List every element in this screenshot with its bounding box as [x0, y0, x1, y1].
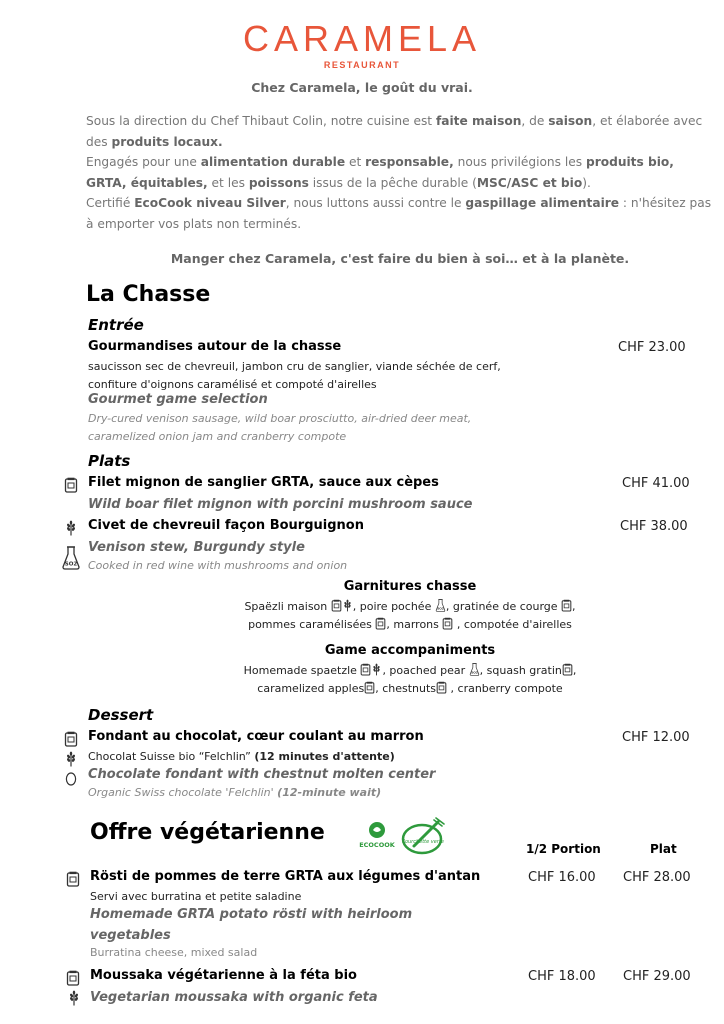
grta-label-icon — [66, 970, 80, 986]
tagline: Chez Caramela, le goût du vrai. — [251, 80, 473, 95]
ecocook-logo — [358, 820, 396, 854]
logo-subtitle: RESTAURANT — [323, 60, 401, 70]
description-fr: saucisson sec de chevreuil, jambon cru de sanglier, viande séchée de cerf, confiture d'oignons caramélisé et compoté d'airelles — [88, 360, 501, 391]
price-civet: CHF 38.00 — [620, 519, 688, 534]
intro-text — [86, 111, 716, 234]
dish-name-filet-mignon: Filet mignon de sanglier GRTA, sauce aux cèpes — [88, 475, 439, 490]
garnitures-fr: Spaëzli maison , poire pochée SO2 , gratinée de courge , pommes caramélisées , marrons , compotée d'airelles — [244, 600, 576, 631]
description-fr: Chocolat Suisse bio “Felchlin” (12 minutes d'attente) — [88, 750, 395, 763]
dish-name-en: Vegetarian moussaka with organic feta — [90, 990, 378, 1005]
sulfites-icon — [62, 546, 80, 570]
grta-label-icon — [436, 681, 447, 694]
egg-icon — [65, 770, 77, 786]
dish-name-rosti: Rösti de pommes de terre GRTA aux légumes d'antan — [90, 869, 481, 884]
gluten-icon — [371, 663, 382, 676]
svg-text:ECOCOOK: ECOCOOK — [359, 841, 395, 849]
gluten-icon — [64, 751, 78, 767]
price-fondant: CHF 12.00 — [622, 730, 690, 745]
grta-label-icon — [331, 599, 342, 612]
description-en: Dry-cured venison sausage, wild boar prosciutto, air-dried deer meat, caramelized onion jam and cranberry compote — [88, 412, 472, 443]
price-filet-mignon: CHF 41.00 — [622, 476, 690, 491]
grta-label-icon — [562, 663, 573, 676]
heading-entree: Entrée — [88, 316, 144, 334]
intro-paragraph-3: Certifié EcoCook niveau Silver, nous luttons aussi contre le gaspillage alimentaire : n'hésitez pas à emporter vos plats non terminés. — [86, 196, 712, 231]
dish-name-civet: Civet de chevreuil façon Bourguignon — [88, 518, 364, 533]
restaurant-logo: CARAMELA — [242, 18, 482, 59]
price-plat-rosti: CHF 28.00 — [623, 870, 691, 885]
description-fr: Servi avec burratina et petite saladine — [90, 890, 302, 903]
sulfites-icon — [469, 663, 480, 676]
price-plat-moussaka: CHF 29.00 — [623, 969, 691, 984]
gluten-icon — [67, 990, 81, 1006]
gluten-icon — [342, 599, 353, 612]
description-en: Cooked in red wine with mushrooms and onion — [88, 559, 348, 572]
slogan: Manger chez Caramela, c'est faire du bien à soi… et à la planète. — [170, 251, 630, 266]
column-header-half-portion: 1/2 Portion — [526, 842, 601, 856]
price-half-rosti: CHF 16.00 — [528, 870, 596, 885]
dish-name-en: Venison stew, Burgundy style — [88, 540, 305, 555]
gluten-icon — [64, 520, 78, 536]
intro-paragraph-2: Engagés pour une alimentation durable et responsable, nous privilégions les produits bio, GRTA, équitables, et les poissons issus de la pêche durable (MSC/ASC et bio). — [86, 155, 674, 190]
dish-name-entree: Gourmandises autour de la chasse — [88, 339, 342, 354]
grta-label-icon — [561, 599, 572, 612]
svg-text:Fourchette verte: Fourchette verte — [402, 839, 444, 845]
dish-name-fondant: Fondant au chocolat, cœur coulant au marron — [88, 729, 424, 744]
heading-dessert: Dessert — [88, 706, 154, 724]
description-en: Organic Swiss chocolate 'Felchlin' (12-minute wait) — [88, 786, 382, 799]
grta-label-icon — [360, 663, 371, 676]
grta-label-icon — [442, 617, 453, 630]
svg-text:SO2: SO2 — [436, 606, 444, 611]
grta-label-icon — [66, 871, 80, 887]
grta-label-icon — [64, 731, 78, 747]
heading-accompaniments: Game accompaniments — [324, 643, 496, 658]
dish-name-en: Chocolate fondant with chestnut molten center — [88, 767, 436, 782]
sulfites-icon — [435, 599, 446, 612]
description-en: Burratina cheese, mixed salad — [90, 946, 258, 959]
svg-text:SO2: SO2 — [64, 561, 78, 568]
dish-name-en: Wild boar filet mignon with porcini mushroom sauce — [88, 497, 473, 512]
price-half-moussaka: CHF 18.00 — [528, 969, 596, 984]
price-entree: CHF 23.00 — [618, 340, 686, 355]
grta-label-icon — [375, 617, 386, 630]
grta-label-icon — [364, 681, 375, 694]
garnitures-en: Homemade spaetzle , poached pear SO2 , squash gratin , caramelized apples , chestnuts , cranberry compote — [243, 664, 577, 695]
heading-garnitures: Garnitures chasse — [343, 579, 477, 594]
dish-name-en: Gourmet game selection — [88, 392, 268, 407]
intro-paragraph-1: Sous la direction du Chef Thibaut Colin, notre cuisine est faite maison, de saison, et élaborée avec des produits locaux. — [86, 114, 703, 149]
heading-plats: Plats — [88, 452, 131, 470]
column-header-plat: Plat — [650, 842, 677, 856]
svg-text:SO2: SO2 — [470, 670, 478, 675]
fourchette-verte-logo — [400, 816, 448, 856]
section-title-chasse: La Chasse — [86, 282, 211, 307]
grta-label-icon — [64, 477, 78, 493]
dish-name-moussaka: Moussaka végétarienne à la féta bio — [90, 968, 357, 983]
section-title-vegetarien: Offre végétarienne — [90, 820, 325, 845]
dish-name-en: Homemade GRTA potato rösti with heirloom vegetables — [90, 907, 413, 943]
